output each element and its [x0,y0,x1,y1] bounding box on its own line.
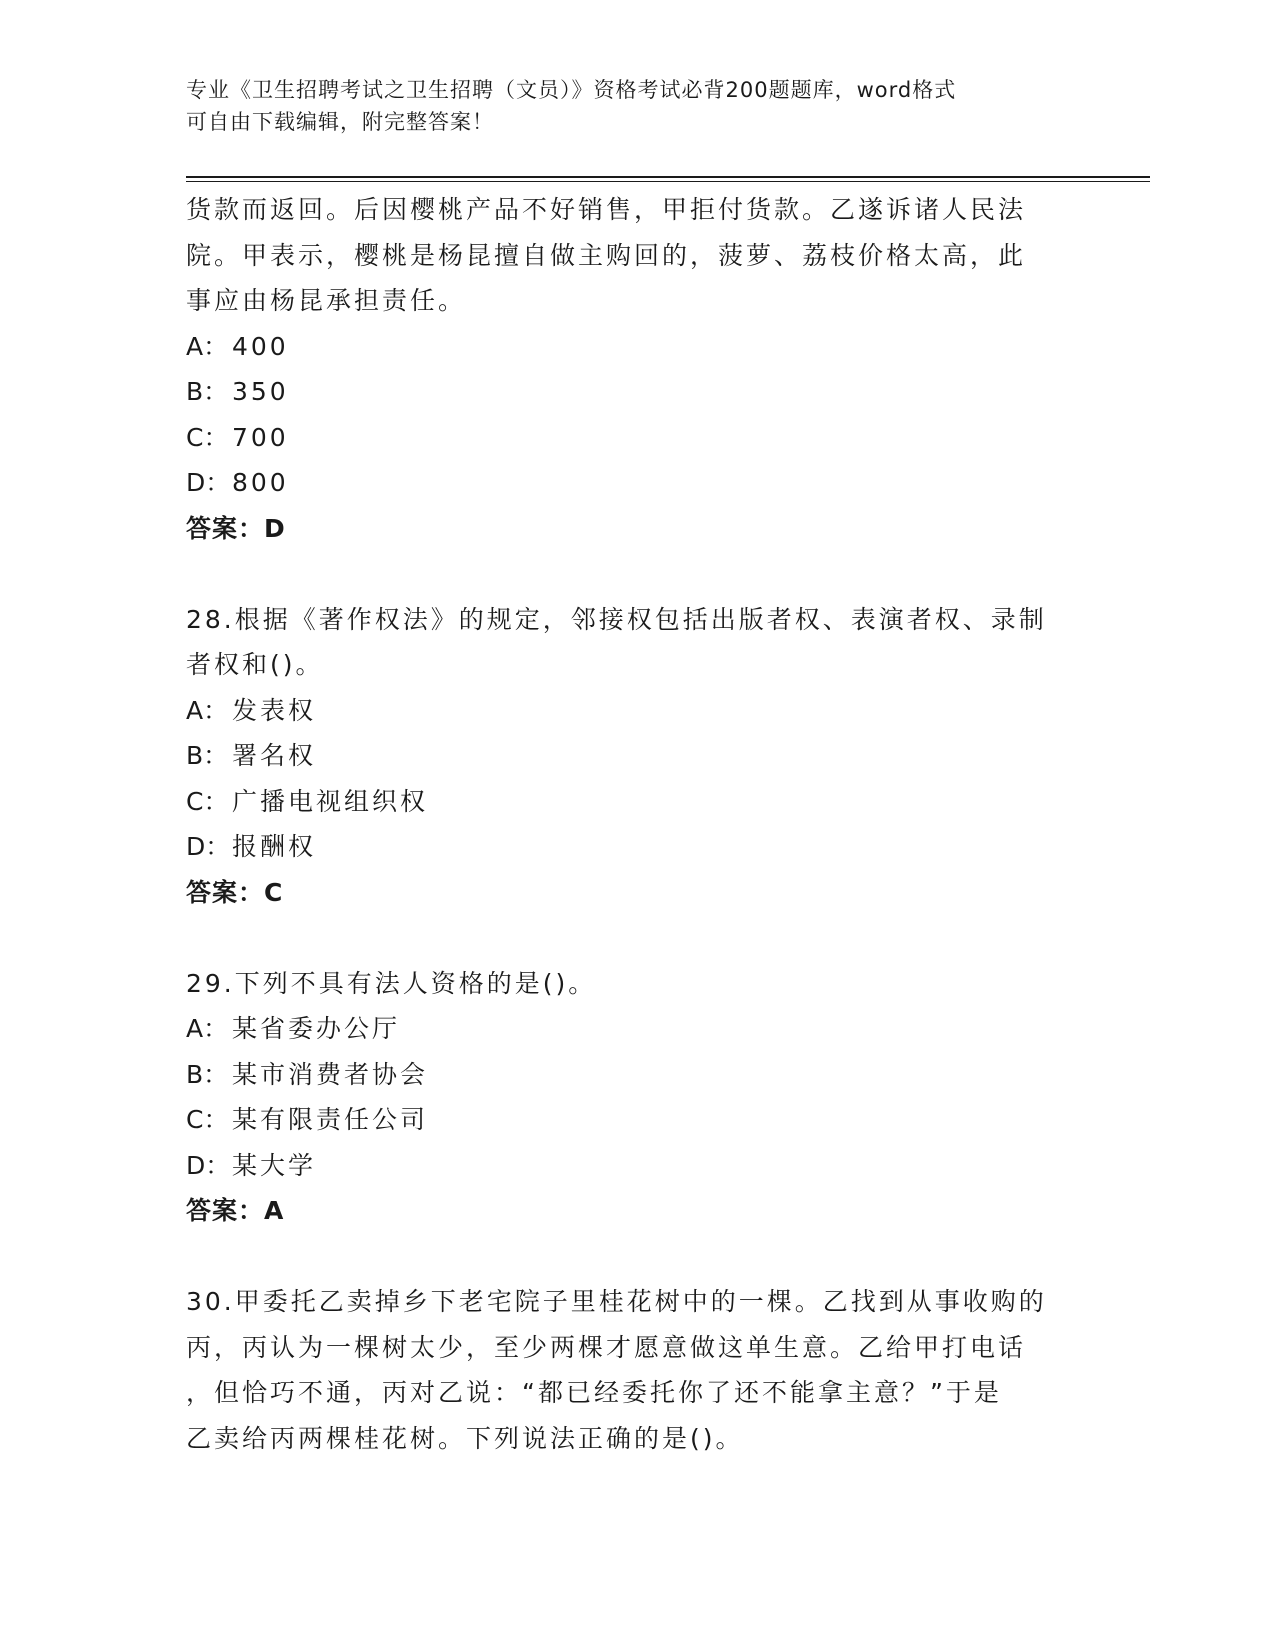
answer-line: 答案：C [186,877,284,907]
option-text: 广播电视组织权 [232,786,429,816]
option-d [186,460,1086,506]
question-text-line: 事应由杨昆承担责任。 [186,286,467,315]
question-27 [186,187,1086,551]
option-c [186,415,1086,461]
question-29 [186,961,1086,1234]
option-b [186,1052,1086,1098]
answer-line: 答案：D [186,513,286,543]
answer-line: 答案：A [186,1196,285,1225]
header-title-line-2: 可自由下载编辑，附完整答案！ [186,110,494,134]
option-text: 报酬权 [232,832,317,861]
question-text-line: 30.甲委托乙卖掉乡下老宅院子里桂花树中的一棵。乙找到从事收购的 [186,1287,1047,1316]
option-c [186,1097,1086,1143]
question-text-line: 者权和()。 [186,650,324,679]
option-key: C： [186,786,229,816]
page-header [186,74,1066,138]
question-28 [186,597,1086,916]
option-text: 某有限责任公司 [232,1105,429,1134]
option-key: A： [186,331,229,361]
option-text: 800 [232,468,289,497]
option-a [186,688,1086,734]
option-key: B： [186,1059,229,1089]
option-key: C： [186,422,229,452]
option-text: 署名权 [232,741,317,770]
question-text-line: 院。甲表示，樱桃是杨昆擅自做主购回的，菠萝、荔枝价格太高，此 [186,240,1027,270]
question-text-line: 丙，丙认为一棵树太少，至少两棵才愿意做这单生意。乙给甲打电话 [186,1332,1027,1362]
option-key: A： [186,1014,229,1043]
option-text: 某省委办公厅 [232,1014,401,1043]
option-key: C： [186,1105,229,1134]
option-text: 某大学 [232,1150,317,1180]
question-text-line: 28.根据《著作权法》的规定，邻接权包括出版者权、表演者权、录制 [186,604,1047,634]
header-divider-thick [186,176,1150,178]
question-text-line: ，但恰巧不通，丙对乙说：“都已经委托你了还不能拿主意？”于是 [186,1378,1002,1407]
option-a [186,324,1086,370]
header-title-line-1: 专业《卫生招聘考试之卫生招聘（文员）》资格考试必背200题题库，word格式 [186,78,957,102]
option-text: 700 [232,422,289,452]
header-divider-thin [186,181,1150,182]
question-text-line: 乙卖给丙两棵桂花树。下列说法正确的是()。 [186,1423,744,1453]
option-key: B： [186,377,229,406]
spacer [186,915,1086,961]
option-key: A： [186,695,229,725]
question-text-line: 29.下列不具有法人资格的是()。 [186,968,597,998]
option-b [186,733,1086,779]
option-a [186,1006,1086,1052]
option-key: D： [186,468,231,497]
option-d [186,824,1086,870]
question-content [186,187,1086,1461]
option-text: 350 [232,377,289,406]
question-30 [186,1279,1086,1461]
option-text: 400 [232,331,289,361]
question-text-line: 货款而返回。后因樱桃产品不好销售，甲拒付货款。乙遂诉诸人民法 [186,195,1027,224]
spacer [186,1234,1086,1280]
option-text: 发表权 [232,695,317,725]
spacer [186,551,1086,597]
option-key: D： [186,832,231,861]
option-b [186,369,1086,415]
option-key: D： [186,1150,231,1180]
option-c [186,779,1086,825]
option-key: B： [186,741,229,770]
option-d [186,1143,1086,1189]
option-text: 某市消费者协会 [232,1059,429,1089]
